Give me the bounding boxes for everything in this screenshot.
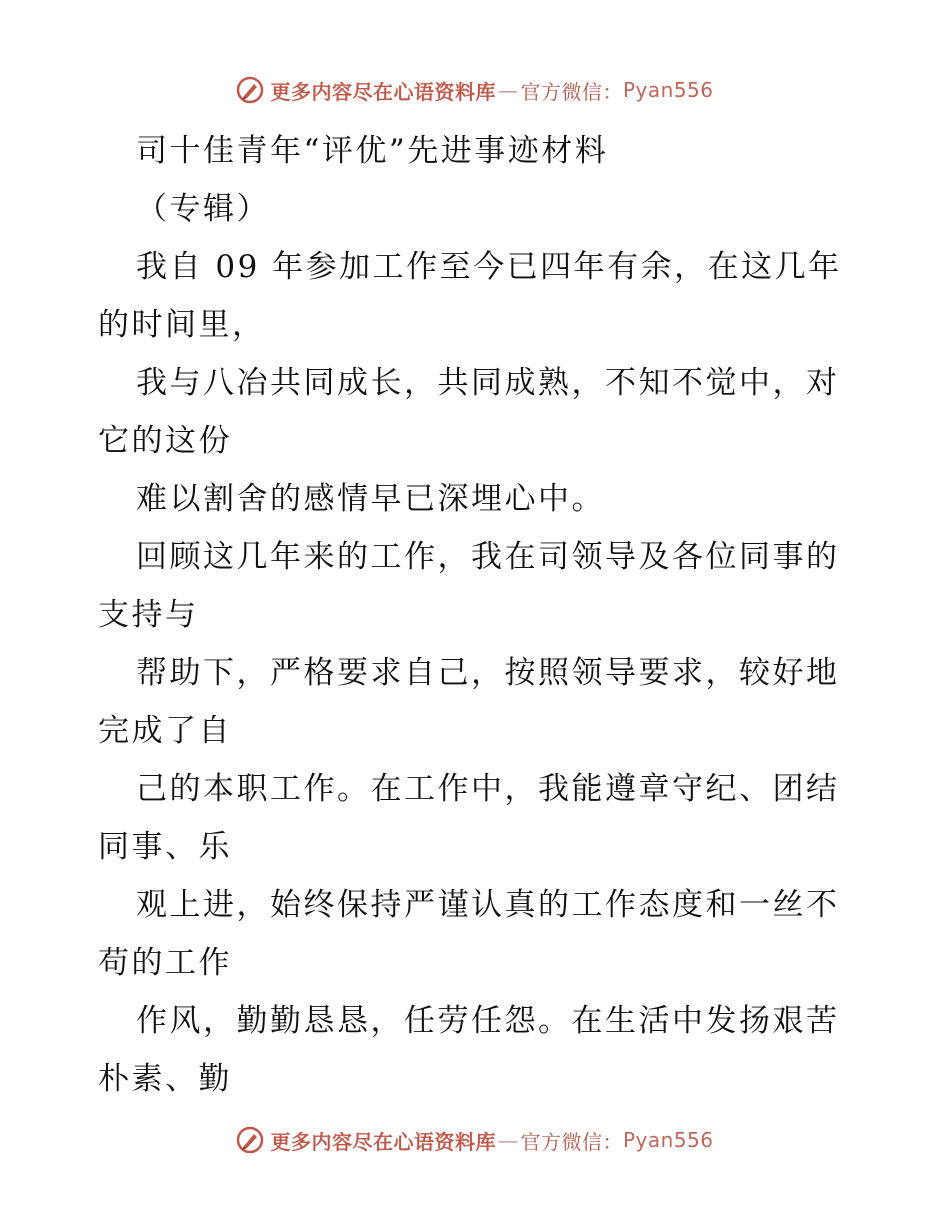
document-title: 司十佳青年“评优”先进事迹材料	[136, 133, 609, 169]
watermark-wechat-id: Pyan556	[622, 78, 714, 102]
paragraph-line: 观上进，始终保持严谨认真的工作态度和一丝不	[136, 887, 840, 923]
paragraph-line: 我与八冶共同成长，共同成熟，不知不觉中，对	[136, 365, 840, 401]
paragraph-line: 帮助下，严格要求自己，按照领导要求，较好地	[136, 655, 840, 691]
paragraph-line: 苟的工作	[98, 945, 232, 981]
paragraph-line: 的时间里，	[98, 307, 266, 343]
watermark-dash: —	[497, 78, 519, 102]
document-body	[98, 122, 858, 1108]
watermark-main-text: 更多内容尽在心语资料库	[270, 1129, 496, 1154]
document-subtitle: （专辑）	[136, 191, 270, 227]
pen-logo-icon	[236, 76, 264, 104]
watermark-sub-text: 官方微信：	[520, 1129, 623, 1154]
pen-logo-icon	[236, 1126, 264, 1154]
watermark-wechat-id: Pyan556	[622, 1128, 714, 1152]
paragraph-line: 它的这份	[98, 423, 232, 459]
paragraph-line: 支持与	[98, 597, 199, 633]
header-watermark	[0, 72, 950, 108]
footer-watermark	[0, 1122, 950, 1158]
watermark-dash: —	[497, 1128, 519, 1152]
watermark-main-text: 更多内容尽在心语资料库	[270, 79, 496, 104]
paragraph-line: 完成了自	[98, 713, 232, 749]
paragraph-line: 我自 09 年参加工作至今已四年有余，在这几年	[136, 249, 842, 285]
paragraph-line: 难以割舍的感情早已深埋心中。	[136, 481, 605, 517]
watermark-sub-text: 官方微信：	[520, 79, 623, 104]
paragraph-line: 己的本职工作。在工作中，我能遵章守纪、团结	[136, 771, 840, 807]
paragraph-line: 作风，勤勤恳恳，任劳任怨。在生活中发扬艰苦	[136, 1003, 840, 1039]
paragraph-line: 回顾这几年来的工作，我在司领导及各位同事的	[136, 539, 840, 575]
paragraph-line: 同事、乐	[98, 829, 232, 865]
paragraph-line: 朴素、勤	[98, 1061, 232, 1097]
